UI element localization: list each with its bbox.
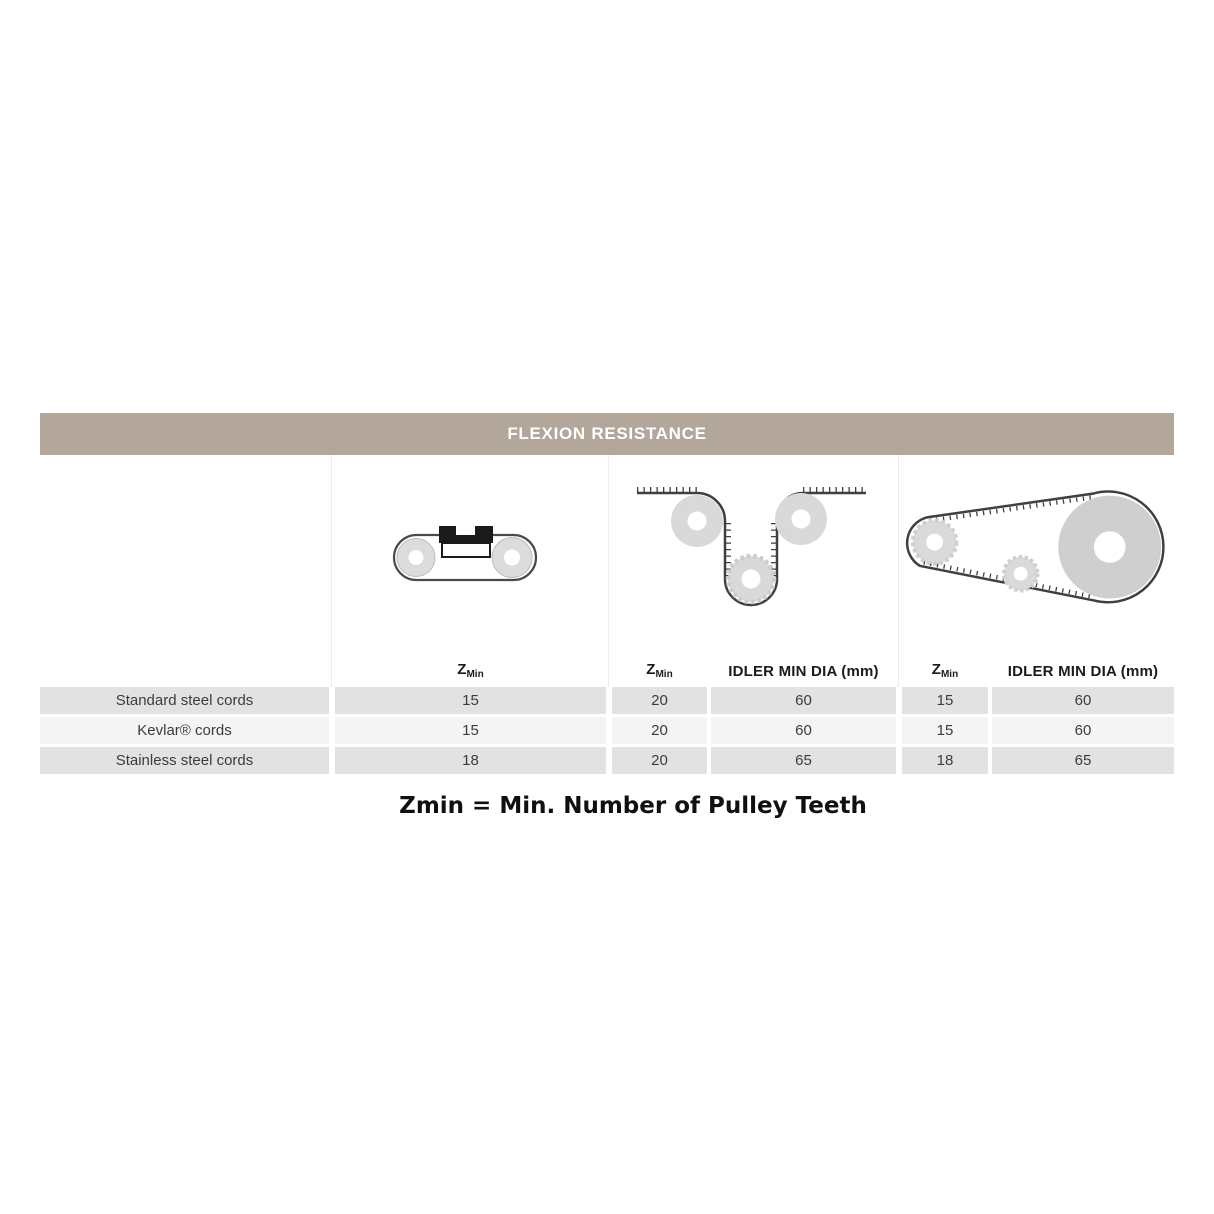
row-label: Kevlar® cords — [40, 717, 329, 744]
column-divider — [608, 455, 609, 687]
section-linear-drive — [335, 455, 606, 774]
idler-value: 60 — [992, 687, 1174, 714]
table-title-bar — [40, 413, 1174, 455]
zmin-value: 15 — [335, 717, 606, 744]
u-drive-header — [612, 646, 896, 687]
three-pulley-closed-belt-diagram-icon — [902, 467, 1174, 637]
table-body — [40, 455, 1174, 774]
row-label: Stainless steel cords — [40, 747, 329, 774]
zmin-value: 15 — [902, 717, 988, 744]
column-divider — [898, 455, 899, 687]
zmin-value: 15 — [335, 687, 606, 714]
belt-drive-rows — [902, 687, 1174, 774]
table-row — [335, 687, 606, 714]
u-drive-diagram-cell — [612, 455, 896, 646]
zmin-header: $Z_{Min}$ — [457, 661, 484, 680]
table-row — [335, 717, 606, 744]
belt-drive-diagram-cell — [902, 455, 1174, 646]
row-label: Standard steel cords — [40, 687, 329, 714]
zmin-value: 20 — [612, 717, 707, 744]
belt-drive-header — [902, 646, 1174, 687]
section-cord-types — [40, 455, 329, 774]
two-pulley-clamp-belt-diagram-icon — [386, 513, 556, 603]
table-row — [612, 747, 896, 774]
empty-diagram-cell — [40, 455, 329, 646]
empty-header-cell — [40, 646, 329, 687]
table-row — [902, 717, 1174, 744]
linear-drive-header — [335, 646, 606, 687]
zmin-header: $Z_{Min}$ — [646, 661, 673, 680]
table-row — [612, 717, 896, 744]
column-divider — [331, 455, 332, 687]
idler-value: 65 — [992, 747, 1174, 774]
u-drive-rows — [612, 687, 896, 774]
zmin-header: $Z_{Min}$ — [931, 661, 959, 680]
table-row — [335, 747, 606, 774]
zmin-value: 18 — [902, 747, 988, 774]
table-row — [902, 747, 1174, 774]
table-row — [40, 687, 329, 714]
zmin-value: 20 — [612, 747, 707, 774]
table-row — [612, 687, 896, 714]
zmin-value: 15 — [902, 687, 988, 714]
idler-value: 60 — [711, 717, 896, 744]
zmin-value: 18 — [335, 747, 606, 774]
idler-min-dia-header: IDLER MIN DIA (mm) — [728, 663, 879, 680]
zmin-definition-caption: Zmin = Min. Number of Pulley Teeth — [399, 793, 867, 819]
table-row — [902, 687, 1174, 714]
section-u-drive — [612, 455, 896, 774]
linear-drive-diagram-cell — [335, 455, 606, 646]
idler-value: 65 — [711, 747, 896, 774]
idler-value: 60 — [992, 717, 1174, 744]
zmin-value: 20 — [612, 687, 707, 714]
label-rows — [40, 687, 329, 774]
idler-min-dia-header: IDLER MIN DIA (mm) — [1007, 663, 1159, 680]
table-row — [40, 717, 329, 744]
linear-drive-rows — [335, 687, 606, 774]
table-row — [40, 747, 329, 774]
three-pulley-u-idler-diagram-icon — [614, 461, 894, 641]
idler-value: 60 — [711, 687, 896, 714]
section-belt-drive — [902, 455, 1174, 774]
flexion-resistance-table — [40, 413, 1174, 819]
table-title: FLEXION RESISTANCE — [507, 424, 707, 443]
